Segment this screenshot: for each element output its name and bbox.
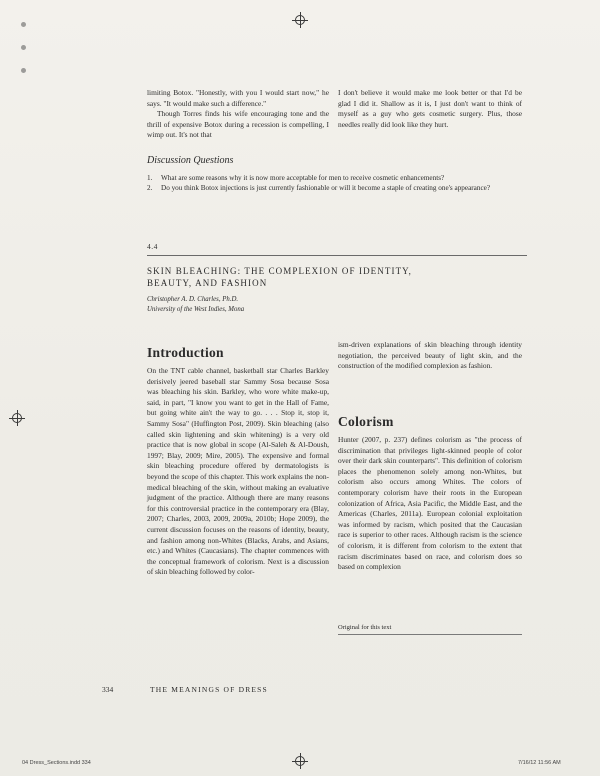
paragraph: On the TNT cable channel, basketball star Charles Barkley derisively jeered baseball star Sammy Sosa because Sosa was bleaching his skin. Barkley, who wore white make-up, said, in part, "I know you want to get in the Hall of Fame, but going white ain't the way to go. . . . Stop it, stop it, Sammy Sosa" (Huffington Post, 2009). Skin bleaching (also called skin lightening and skin whitening) is a very old practice that is now global in scope (Al-Saleh & Al-Doush, 1997; Blay, 2009; Mire, 2005). The expensive and formal skin bleaching procedure offered by dermatologists is beyond the scope of this chapter. This work explains the non-medical bleaching of the skin, without making an evaluative judgment of the practice. Although there are many reasons for this controversial practice in the contemporary era (Blay, 2007; Charles, 2003, 2009, 2009a, 2010b; Hope 2009), the current discussion focuses on the reasons of identity, beauty, and fashion among non-Whites (Blacks, Arabs, and Asians, etc.) and Whites (Caucasians). The chapter commences with the conceptual framework of colorism. Next is a discussion of skin bleaching followed by color- xyxy=(147,366,329,577)
print-timestamp: 7/16/12 11:56 AM xyxy=(518,760,561,766)
page-number: 334 xyxy=(102,685,114,694)
paragraph: Though Torres finds his wife encouraging tone and the thrill of expensive Botox during a recession is compelling, I wimp out. It's not that xyxy=(147,109,329,140)
paragraph: ism-driven explanations of skin bleaching through identity negotiation, the perceived beauty of light skin, and the construction of the modified complexion as fashion. xyxy=(338,340,522,371)
author-affiliation: University of the West Indies, Mona xyxy=(147,305,245,313)
list-item xyxy=(147,183,522,193)
list-item xyxy=(147,173,522,183)
running-head: THE MEANINGS OF DRESS xyxy=(150,685,268,694)
chapter-number: 4.4 xyxy=(147,242,158,251)
list-number: 2. xyxy=(147,184,153,193)
list-number: 1. xyxy=(147,174,153,182)
binder-holes xyxy=(18,22,32,112)
question-text: What are some reasons why it is now more acceptable for men to receive cosmetic enhancements? xyxy=(161,174,445,182)
paragraph: I don't believe it would make me look better or that I'd be glad I did it. Shallow as it is, I just don't want to think of myself as a guy who gets cosmetic surgery. Plus, those needles really did look like they hurt. xyxy=(338,88,522,129)
registration-mark-icon xyxy=(295,15,305,25)
printer-slug: 04 Dress_Sections.indd 334 xyxy=(22,760,91,766)
colorism-body xyxy=(338,435,522,573)
paragraph: limiting Botox. "Honestly, with you I would start now," he says. "It would make such a difference." xyxy=(147,88,329,108)
introduction-continuation xyxy=(338,340,522,372)
section-heading-introduction: Introduction xyxy=(147,345,224,360)
introduction-body xyxy=(147,366,329,578)
discussion-questions-list xyxy=(147,173,522,194)
registration-mark-icon xyxy=(12,413,22,423)
author-name: Christopher A. D. Charles, Ph.D. xyxy=(147,296,239,303)
paragraph: Hunter (2007, p. 237) defines colorism as "the process of discrimination that privileges light-skinned people of color over their dark skin counterparts". This definition of colorism places the phenomenon solely among non-Whites, but colorism also occurs among Whites. The colors of contemporary colorism have their roots in the European colonization of Africa, Asia Pacific, the Middle East, and the Americas (Charles, 2011a). European colonial exploitation was informed by racism, which posited that the Caucasian race is superior to other races. Although racism is the science of colorism, it is different from colorism to the extent that racism discriminates based on race, and colorism does so based on complexion xyxy=(338,435,522,572)
discussion-questions-heading: Discussion Questions xyxy=(147,155,234,166)
section-heading-colorism: Colorism xyxy=(338,414,394,429)
question-text: Do you think Botox injections is just currently fashionable or will it become a staple of creating one's appearance? xyxy=(161,184,491,193)
original-source-label: Original for this text xyxy=(338,624,392,631)
divider xyxy=(338,634,522,635)
continuation-right-column xyxy=(338,88,522,130)
chapter-byline xyxy=(147,295,244,314)
divider xyxy=(147,255,527,256)
registration-mark-icon xyxy=(295,756,305,766)
continuation-left-column xyxy=(147,88,329,141)
chapter-title: SKIN BLEACHING: THE COMPLEXION OF IDENTITY, BEAUTY, AND FASHION xyxy=(147,266,412,288)
